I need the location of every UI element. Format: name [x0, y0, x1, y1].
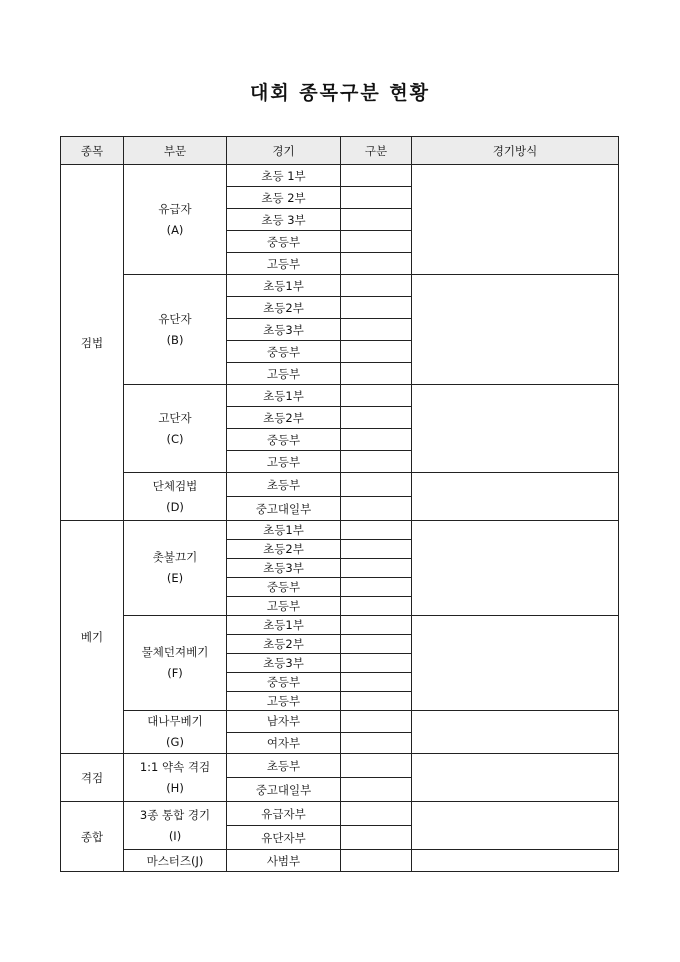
division-code: (G) [166, 735, 184, 749]
header-event: 종목 [61, 137, 124, 165]
division-cell: 마스터즈(J) [124, 850, 227, 872]
division-code: (I) [168, 828, 182, 843]
method-cell [412, 616, 619, 711]
match-cell: 초등2부 [227, 297, 341, 319]
category-cell [341, 597, 412, 616]
table-row [61, 754, 619, 778]
event-cell: 격검 [61, 754, 124, 802]
match-cell: 고등부 [227, 253, 341, 275]
header-method: 경기방식 [412, 137, 619, 165]
division-cell [124, 385, 227, 473]
method-cell [412, 711, 619, 754]
table-row [61, 275, 619, 297]
category-cell [341, 802, 412, 826]
match-cell: 초등1부 [227, 616, 341, 635]
method-cell [412, 754, 619, 802]
category-cell [341, 559, 412, 578]
match-cell: 사범부 [227, 850, 341, 872]
match-cell: 중등부 [227, 673, 341, 692]
category-cell [341, 165, 412, 187]
division-name: 물체던져베기 [141, 645, 209, 659]
match-cell: 초등2부 [227, 540, 341, 559]
category-cell [341, 850, 412, 872]
division-name: 유단자 [158, 311, 192, 326]
category-cell [341, 778, 412, 802]
page-title: 대회 종목구분 현황 [249, 82, 431, 104]
category-cell [341, 521, 412, 540]
division-name: 유급자 [158, 201, 192, 216]
match-cell: 중등부 [227, 231, 341, 253]
category-cell [341, 451, 412, 473]
method-cell [412, 521, 619, 616]
category-cell [341, 385, 412, 407]
category-cell [341, 231, 412, 253]
match-cell: 고등부 [227, 363, 341, 385]
match-cell: 초등부 [227, 754, 341, 778]
division-cell [124, 711, 227, 754]
category-cell [341, 209, 412, 231]
category-cell [341, 297, 412, 319]
division-cell [124, 275, 227, 385]
table-row [61, 165, 619, 187]
event-table [60, 136, 619, 872]
division-code: (C) [166, 431, 184, 446]
division-cell [124, 165, 227, 275]
category-cell [341, 497, 412, 521]
match-cell: 여자부 [227, 732, 341, 754]
match-cell: 초등1부 [227, 385, 341, 407]
category-cell [341, 826, 412, 850]
match-cell: 고등부 [227, 597, 341, 616]
table-row [61, 850, 619, 872]
table-row [61, 521, 619, 540]
category-cell [341, 732, 412, 754]
table-row [61, 616, 619, 635]
division-code: (A) [166, 222, 184, 237]
match-cell: 중등부 [227, 429, 341, 451]
category-cell [341, 616, 412, 635]
header-category: 구분 [341, 137, 412, 165]
match-cell: 초등부 [227, 473, 341, 497]
division-name: 단체검법 [152, 478, 198, 493]
division-cell [124, 616, 227, 711]
category-cell [341, 429, 412, 451]
match-cell: 초등2부 [227, 407, 341, 429]
method-cell [412, 473, 619, 521]
category-cell [341, 654, 412, 673]
match-cell: 초등1부 [227, 275, 341, 297]
match-cell: 중등부 [227, 341, 341, 363]
method-cell [412, 275, 619, 385]
method-cell [412, 802, 619, 850]
event-cell: 종합 [61, 802, 124, 872]
match-cell: 초등 3부 [227, 209, 341, 231]
event-cell: 베기 [61, 521, 124, 754]
header-row [61, 137, 619, 165]
division-code: (B) [166, 332, 184, 347]
division-name: 대나무베기 [147, 714, 203, 728]
match-cell: 고등부 [227, 451, 341, 473]
category-cell [341, 275, 412, 297]
division-name: 촛불끄기 [152, 550, 198, 564]
match-cell: 초등3부 [227, 559, 341, 578]
category-cell [341, 407, 412, 429]
match-cell: 초등2부 [227, 635, 341, 654]
match-cell: 초등3부 [227, 319, 341, 341]
division-name: 3종 통합 경기 [139, 807, 211, 822]
category-cell [341, 578, 412, 597]
match-cell: 유단자부 [227, 826, 341, 850]
category-cell [341, 473, 412, 497]
category-cell [341, 540, 412, 559]
category-cell [341, 319, 412, 341]
category-cell [341, 363, 412, 385]
category-cell [341, 253, 412, 275]
match-cell: 중고대일부 [227, 778, 341, 802]
division-code: (E) [166, 571, 184, 585]
table-row [61, 473, 619, 497]
match-cell: 초등 2부 [227, 187, 341, 209]
division-code: (H) [166, 780, 184, 795]
match-cell: 남자부 [227, 711, 341, 733]
header-division: 부문 [124, 137, 227, 165]
category-cell [341, 692, 412, 711]
method-cell [412, 165, 619, 275]
category-cell [341, 187, 412, 209]
division-code: (D) [166, 499, 184, 514]
category-cell [341, 341, 412, 363]
match-cell: 고등부 [227, 692, 341, 711]
match-cell: 초등1부 [227, 521, 341, 540]
header-match: 경기 [227, 137, 341, 165]
division-cell [124, 473, 227, 521]
division-code: (F) [167, 666, 183, 680]
method-cell [412, 850, 619, 872]
match-cell: 중고대일부 [227, 497, 341, 521]
table-row [61, 385, 619, 407]
event-cell: 검법 [61, 165, 124, 521]
category-cell [341, 635, 412, 654]
match-cell: 중등부 [227, 578, 341, 597]
method-cell [412, 385, 619, 473]
match-cell: 유급자부 [227, 802, 341, 826]
division-name: 1:1 약속 격검 [139, 759, 211, 774]
category-cell [341, 711, 412, 733]
match-cell: 초등3부 [227, 654, 341, 673]
table-row [61, 802, 619, 826]
table-row [61, 711, 619, 733]
category-cell [341, 754, 412, 778]
division-cell [124, 754, 227, 802]
category-cell [341, 673, 412, 692]
division-name: 고단자 [158, 410, 192, 425]
match-cell: 초등 1부 [227, 165, 341, 187]
division-cell [124, 521, 227, 616]
division-cell [124, 802, 227, 850]
